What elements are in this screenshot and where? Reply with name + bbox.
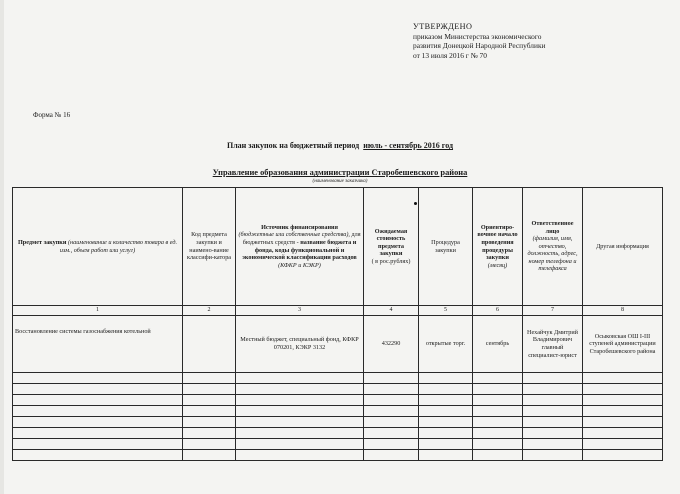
column-number: 6 (473, 306, 523, 316)
header-cost-note: ( в рос.рублях) (371, 257, 411, 265)
plan-period: июль - сентябрь 2016 год (363, 141, 454, 150)
header-responsible (523, 188, 583, 306)
header-responsible-note: (фамилия, имя, отчество, должность, адрес, номер телефона и телефакса (527, 235, 578, 273)
column-number: 1 (13, 306, 183, 316)
empty-row (13, 395, 663, 406)
empty-row (13, 406, 663, 417)
cell-funding: Местный бюджет, специальный фонд, КФКР 070201, КЭКР 3132 (236, 316, 364, 373)
column-number: 8 (583, 306, 663, 316)
approval-stamp (413, 22, 673, 60)
approval-line-3: от 13 июля 2016 г № 70 (413, 50, 487, 60)
column-number: 7 (523, 306, 583, 316)
form-number: Форма № 16 (33, 111, 71, 119)
approval-line-1: приказом Министерства экономического (413, 31, 542, 41)
header-funding-main: Источник финансирования (261, 223, 338, 231)
cell-start: сентябрь (473, 316, 523, 373)
header-funding-note: (бюджетные или собственные средства), (238, 231, 350, 239)
empty-row (13, 384, 663, 395)
header-subject (13, 188, 183, 306)
header-funding-mid: для бюджетных средств - (242, 231, 361, 246)
header-code: Код предмета закупки и наимено-вание классифи-катора (183, 188, 236, 306)
empty-row (13, 450, 663, 461)
table-row (13, 316, 663, 373)
header-start-note: (месяц) (487, 261, 508, 269)
plan-title-prefix: План закупок на бюджетный период (226, 141, 360, 150)
cell-code (183, 316, 236, 373)
cell-other: Осыковская ОШ I-III ступеней администрации Старобешевского района (583, 316, 663, 373)
scan-edge (0, 0, 4, 494)
header-cost (364, 188, 419, 306)
approval-heading: УТВЕРЖДЕНО (413, 22, 473, 31)
organization-name: Управление образования администрации Старобешевского района (212, 168, 468, 177)
empty-row (13, 417, 663, 428)
header-subject-note: (наименование и количество товара в ед. изм., объем работ или услуг) (59, 238, 177, 254)
empty-row (13, 373, 663, 384)
header-start (473, 188, 523, 306)
plan-title (0, 141, 680, 150)
empty-row (13, 439, 663, 450)
procurement-table (12, 187, 663, 461)
empty-row (13, 428, 663, 439)
cell-cost: 432290 (364, 316, 419, 373)
header-start-main: Ориентиро-вочное начало проведения процедуры закупки (477, 223, 518, 262)
header-responsible-main: Ответственное лицо (531, 219, 574, 235)
header-other: Другая информация (583, 188, 663, 306)
header-funding (236, 188, 364, 306)
header-cost-main: Ожидаемая стоимость предмета закупки (374, 227, 408, 258)
column-number-row (13, 306, 663, 316)
column-number: 5 (419, 306, 473, 316)
table-header-row (13, 188, 663, 306)
header-funding-tail: (КФКР и КЭКР) (278, 261, 321, 269)
cell-subject: Восстановление системы газоснабжения котельной (13, 316, 183, 373)
cell-responsible: Нехайчук Дмитрий Владимирович главный специалист-юрист (523, 316, 583, 373)
column-number: 4 (364, 306, 419, 316)
header-procedure: Процедура закупки (419, 188, 473, 306)
organization-hint: (наименование заказчика) (312, 179, 368, 184)
cell-procedure: открытые торг. (419, 316, 473, 373)
column-number: 3 (236, 306, 364, 316)
column-number: 2 (183, 306, 236, 316)
approval-line-2: развития Донецкой Народной Республики (413, 41, 546, 51)
header-funding-bold: название бюджета и фонда, коды функциональной и экономической классификации расходов (242, 238, 357, 262)
header-subject-main: Предмет закупки (17, 238, 67, 246)
